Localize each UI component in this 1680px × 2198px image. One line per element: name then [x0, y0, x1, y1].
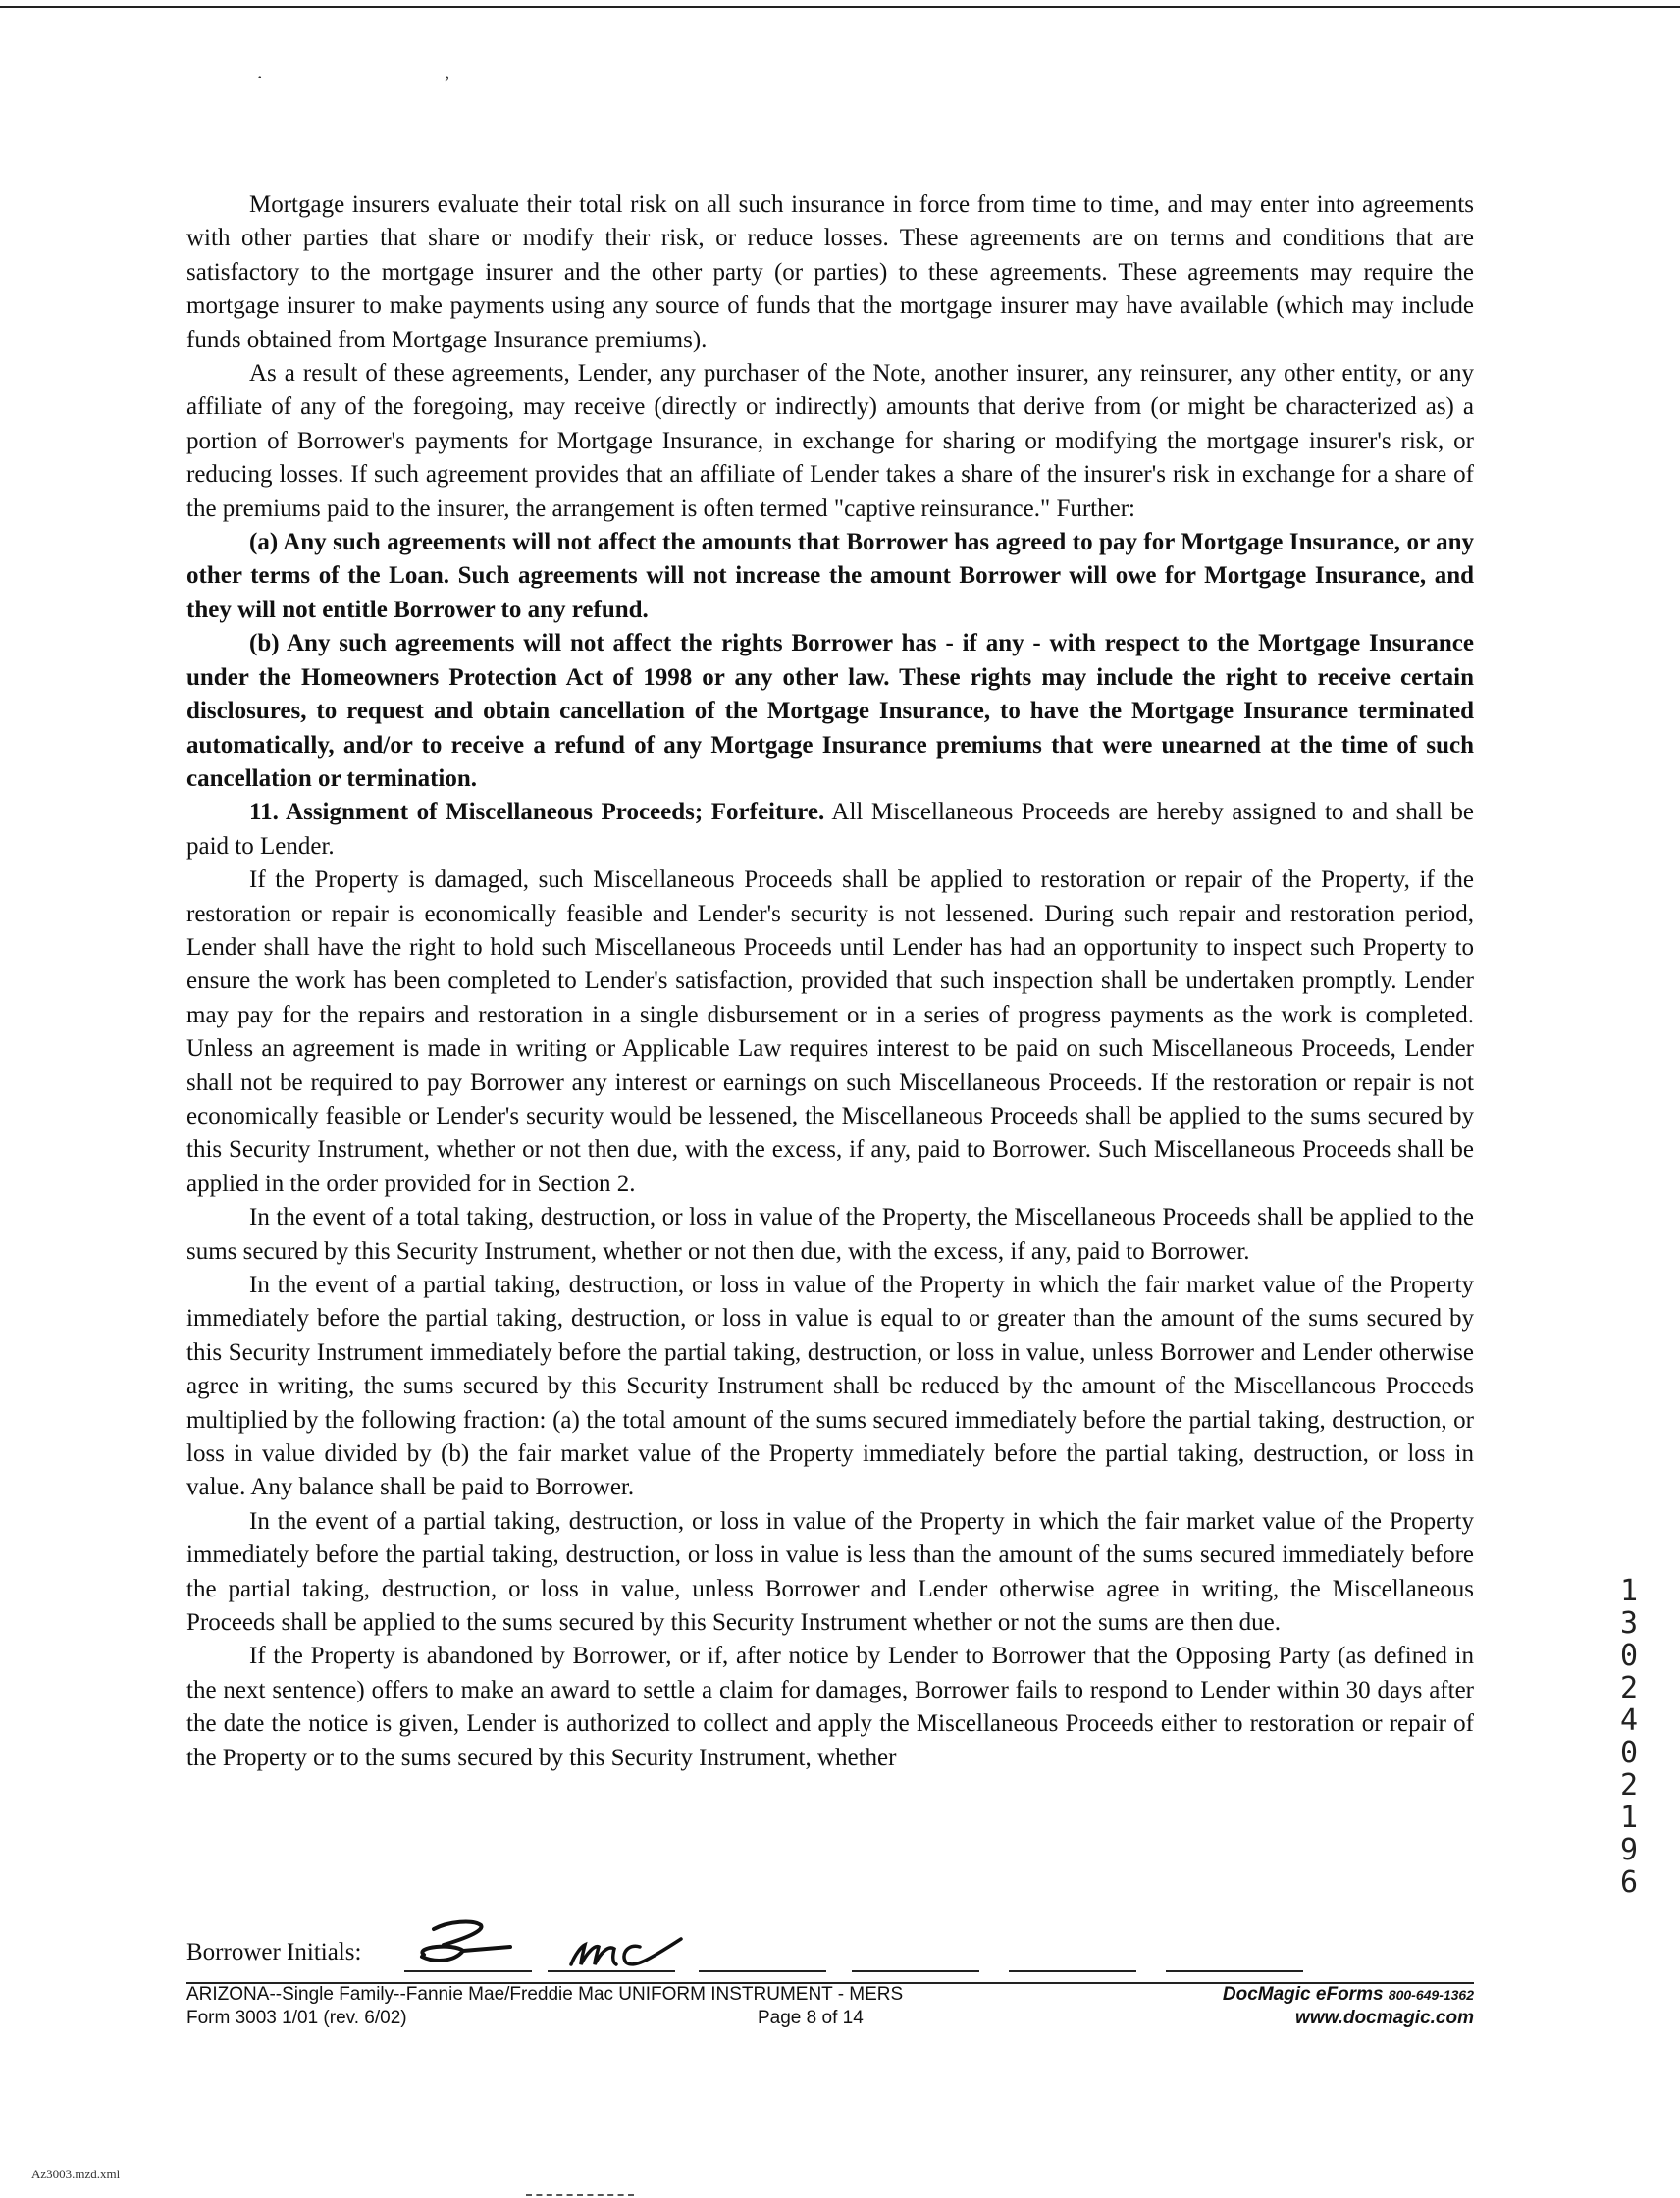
- recording-digit: 2: [1619, 1768, 1639, 1803]
- initials-line: [1166, 1970, 1303, 1972]
- document-body: [186, 188, 1474, 1775]
- initials-line: [1009, 1970, 1136, 1972]
- initials-label: Borrower Initials:: [186, 1939, 362, 1965]
- paragraph: In the event of a partial taking, destruction, or loss in value of the Property in which the fair market value of the Property immediately before the partial taking, destruction, or loss in value is less than the amount of the sums secured immediately before the partial taking, destruction, or loss in value, unless Borrower and Lender otherwise agree in writing, the Miscellaneous Proceeds shall be applied to the sums secured by this Security Instrument whether or not the sums are then due.: [186, 1507, 1474, 1637]
- paragraph: If the Property is abandoned by Borrower, or if, after notice by Lender to Borrower that the Opposing Party (as defined in the next sentence) offers to make an award to settle a claim for damages, Borrower fails to respond to Lender within 30 days after the date the notice is given, Lender is authorized to collect and apply the Miscellaneous Proceeds either to restoration or repair of the Property or to the sums secured by this Security Instrument, whether: [186, 1643, 1474, 1771]
- recording-digit: 2: [1619, 1671, 1639, 1705]
- recording-number: [1609, 1575, 1649, 1899]
- form-title: ARIZONA--Single Family--Fannie Mae/Freddie Mac UNIFORM INSTRUMENT - MERS: [186, 1984, 904, 2005]
- recording-digit: 3: [1619, 1606, 1639, 1641]
- recording-digit: 4: [1619, 1703, 1639, 1738]
- page-number: Page 8 of 14: [758, 2008, 864, 2028]
- docmagic-brand: [1223, 1984, 1474, 2006]
- recording-digit: 6: [1619, 1865, 1639, 1900]
- recording-digit: 0: [1619, 1736, 1639, 1770]
- section-heading: 11. Assignment of Miscellaneous Proceeds; Forfeiture.: [249, 799, 825, 826]
- initials-line: [852, 1970, 979, 1972]
- form-footer: [186, 1984, 1474, 2031]
- recording-digit: 0: [1619, 1639, 1639, 1673]
- form-number: Form 3003 1/01 (rev. 6/02): [186, 2008, 407, 2028]
- bottom-scan-mark: [526, 2194, 634, 2196]
- borrower-initials-row: [186, 1921, 1482, 1980]
- paragraph-bold: (b) Any such agreements will not affect the rights Borrower has - if any - with respect to the Mortgage Insurance under the Homeowners Protection Act of 1998 or any other law. These rights may include the right to receive certain disclosures, to request and obtain cancellation of the Mortgage Insurance, to have the Mortgage Insurance terminated automatically, and/or to receive a refund of any Mortgage Insurance premiums that were unearned at the time of such cancellation or termination.: [186, 630, 1474, 792]
- top-scan-edge: [0, 6, 1680, 8]
- footer-line-2: [186, 2008, 1474, 2031]
- file-code: Az3003.mzd.xml: [31, 2167, 121, 2181]
- paragraph: Mortgage insurers evaluate their total risk on all such insurance in force from time to time, and may enter into agreements with other parties that share or modify their risk, or reduce losses. These agreements are on terms and conditions that are satisfactory to the mortgage insurer and the other party (or parties) to these agreements. These agreements may require the mortgage insurer to make payments using any source of funds that the mortgage insurer may have available (which may include funds obtained from Mortgage Insurance premiums).: [186, 191, 1474, 353]
- brand-name: DocMagic eForms: [1222, 1984, 1384, 2005]
- initials-line: [699, 1970, 826, 1972]
- section-text: All Miscellaneous Proceeds are hereby assigned to and shall be paid to Lender.: [186, 799, 1474, 860]
- paragraph: As a result of these agreements, Lender, any purchaser of the Note, another insurer, any reinsurer, any other entity, or any affiliate of any of the foregoing, may receive (directly or indirectly) amounts that derive from (or might be characterized as) a portion of Borrower's payments for Mortgage Insurance, in exchange for sharing or modifying the mortgage insurer's risk, or reducing losses. If such agreement provides that an affiliate of Lender takes a share of the insurer's risk in exchange for a share of the premiums paid to the insurer, the arrangement is often termed "captive reinsurance." Further:: [186, 360, 1474, 522]
- handwritten-initials-signature: [394, 1911, 689, 1980]
- recording-digit: 9: [1619, 1833, 1639, 1867]
- footer-line-1: [186, 1984, 1474, 2008]
- recording-digit: 1: [1619, 1574, 1639, 1608]
- paragraph: If the Property is damaged, such Miscellaneous Proceeds shall be applied to restoration or repair of the Property, if the restoration or repair is economically feasible and Lender's security is not lessened. During such repair and restoration period, Lender shall have the right to hold such Miscellaneous Proceeds until Lender has had an opportunity to inspect such Property to ensure the work has been completed to Lender's satisfaction, provided that such inspection shall be undertaken promptly. Lender may pay for the repairs and restoration in a single disbursement or in a series of progress payments as the work is completed. Unless an agreement is made in writing or Applicable Law requires interest to be paid on such Miscellaneous Proceeds, Lender shall not be required to pay Borrower any interest or earnings on such Miscellaneous Proceeds. If the restoration or repair is not economically feasible or Lender's security would be lessened, the Miscellaneous Proceeds shall be applied to the sums secured by this Security Instrument, whether or not then due, with the excess, if any, paid to Borrower. Such Miscellaneous Proceeds shall be applied in the order provided for in Section 2.: [186, 866, 1474, 1197]
- section-11-paragraph: [186, 796, 1474, 864]
- brand-phone: 800-649-1362: [1388, 1987, 1474, 2003]
- docmagic-url: www.docmagic.com: [1295, 2008, 1474, 2028]
- recording-digit: 1: [1619, 1801, 1639, 1835]
- paragraph: In the event of a total taking, destruction, or loss in value of the Property, the Miscellaneous Proceeds shall be applied to the sums secured by this Security Instrument, whether or not then due, with the excess, if any, paid to Borrower.: [186, 1204, 1474, 1265]
- paragraph-bold: (a) Any such agreements will not affect the amounts that Borrower has agreed to pay for Mortgage Insurance, or any other terms of the Loan. Such agreements will not increase the amount Borrower will owe for Mortgage Insurance, and they will not entitle Borrower to any refund.: [186, 529, 1474, 623]
- paragraph: In the event of a partial taking, destruction, or loss in value of the Property in which the fair market value of the Property immediately before the partial taking, destruction, or loss in value is equal to or greater than the amount of the sums secured by this Security Instrument immediately before the partial taking, destruction, or loss in value, unless Borrower and Lender otherwise agree in writing, the sums secured by this Security Instrument shall be reduced by the amount of the Miscellaneous Proceeds multiplied by the following fraction: (a) the total amount of the sums secured immediately before the partial taking, destruction, or loss in value divided by (b) the fair market value of the Property immediately before the partial taking, destruction, or loss in value. Any balance shall be paid to Borrower.: [186, 1272, 1474, 1501]
- scan-specks: . ,: [257, 59, 539, 83]
